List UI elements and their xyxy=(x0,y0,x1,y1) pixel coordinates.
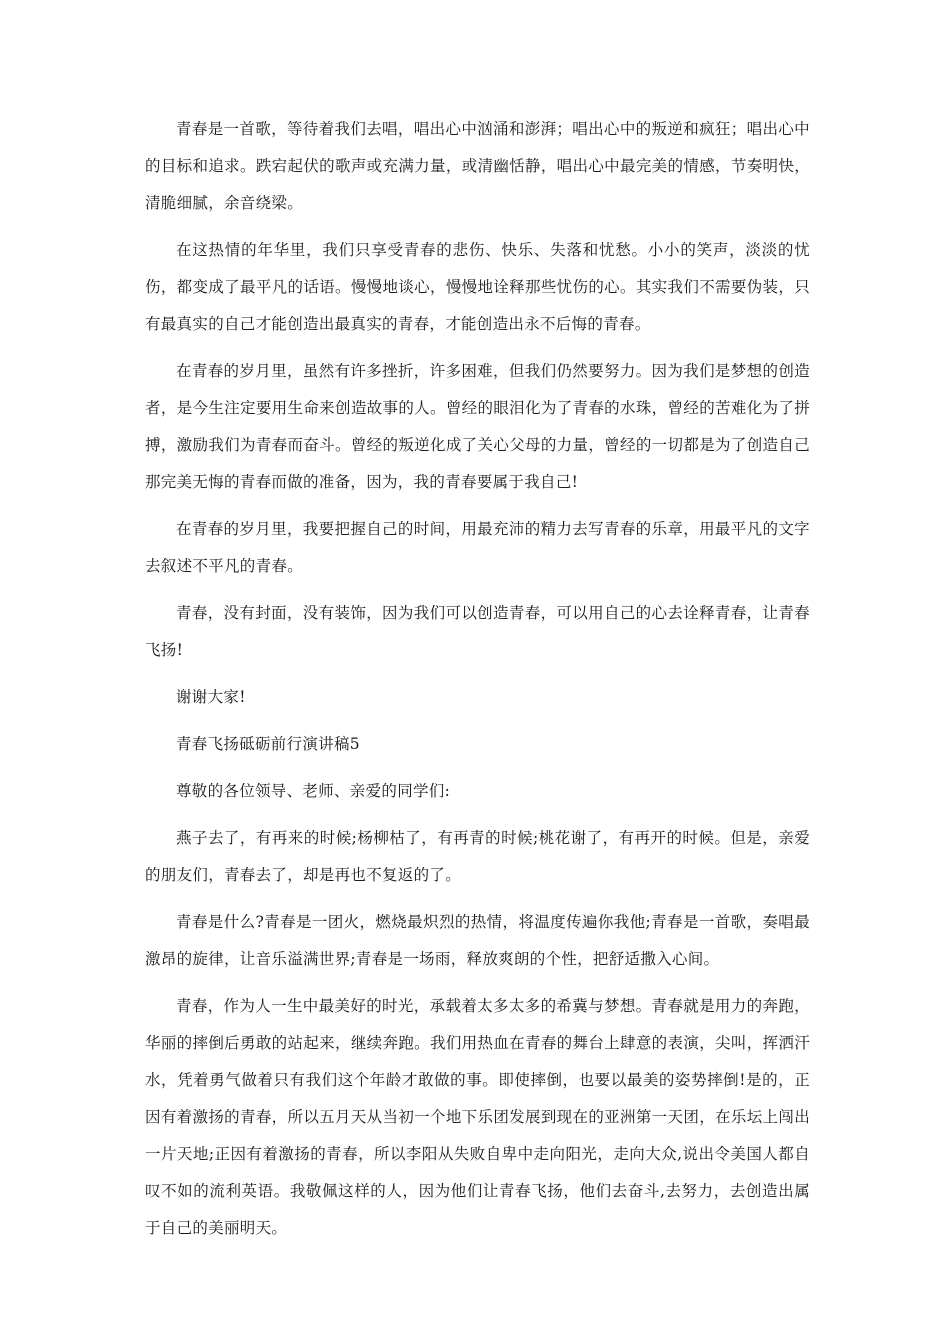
paragraph-8: 青春，作为人一生中最美好的时光，承载着太多太多的希冀与梦想。青春就是用力的奔跑，华丽的摔倒后勇敢的站起来，继续奔跑。我们用热血在青春的舞台上肆意的表演，尖叫，挥洒汗水，凭着勇气做着只有我们这个年龄才敢做的事。即使摔倒，也要以最美的姿势摔倒!是的，正因有着激扬的青春，所以五月天从当初一个地下乐团发展到现在的亚洲第一天团，在乐坛上闯出一片天地;正因有着激扬的青春，所以李阳从失败自卑中走向阳光，走向大众,说出令美国人都自叹不如的流利英语。我敬佩这样的人，因为他们让青春飞扬，他们去奋斗,去努力，去创造出属于自己的美丽明天。 xyxy=(145,997,810,1237)
paragraph-4: 在青春的岁月里，我要把握自己的时间，用最充沛的精力去写青春的乐章，用最平凡的文字去叙述不平凡的青春。 xyxy=(145,520,810,575)
paragraph-2: 在这热情的年华里，我们只享受青春的悲伤、快乐、失落和忧愁。小小的笑声，淡淡的忧伤，都变成了最平凡的话语。慢慢地谈心，慢慢地诠释那些忧伤的心。其实我们不需要伪装，只有最真实的自己才能创造出最真实的青春，才能创造出永不后悔的青春。 xyxy=(145,241,810,333)
speech-title: 青春飞扬砥砺前行演讲稿5 xyxy=(176,735,360,753)
paragraph-7: 青春是什么?青春是一团火，燃烧最炽烈的热情，将温度传遍你我他;青春是一首歌，奏唱最激昂的旋律，让音乐溢满世界;青春是一场雨，释放爽朗的个性，把舒适撒入心间。 xyxy=(145,913,810,968)
paragraph-3: 在青春的岁月里，虽然有许多挫折，许多困难，但我们仍然要努力。因为我们是梦想的创造者，是今生注定要用生命来创造故事的人。曾经的眼泪化为了青春的水珠，曾经的苦难化为了拼搏，激励我们为青春而奋斗。曾经的叛逆化成了关心父母的力量，曾经的一切都是为了创造自己那完美无悔的青春而做的准备，因为，我的青春要属于我自己! xyxy=(145,362,810,491)
document-body xyxy=(145,111,810,1257)
salutation: 尊敬的各位领导、老师、亲爱的同学们: xyxy=(176,782,451,800)
paragraph-1: 青春是一首歌，等待着我们去唱，唱出心中汹涌和澎湃；唱出心中的叛逆和疯狂；唱出心中的目标和追求。跌宕起伏的歌声或充满力量，或清幽恬静，唱出心中最完美的情感，节奏明快，清脆细腻，余音绕梁。 xyxy=(145,120,810,212)
paragraph-thanks: 谢谢大家! xyxy=(176,688,246,706)
paragraph-5: 青春，没有封面，没有装饰，因为我们可以创造青春，可以用自己的心去诠释青春，让青春飞扬! xyxy=(145,604,810,659)
paragraph-6: 燕子去了，有再来的时候;杨柳枯了，有再青的时候;桃花谢了，有再开的时候。但是，亲爱的朋友们，青春去了，却是再也不复返的了。 xyxy=(145,829,810,884)
